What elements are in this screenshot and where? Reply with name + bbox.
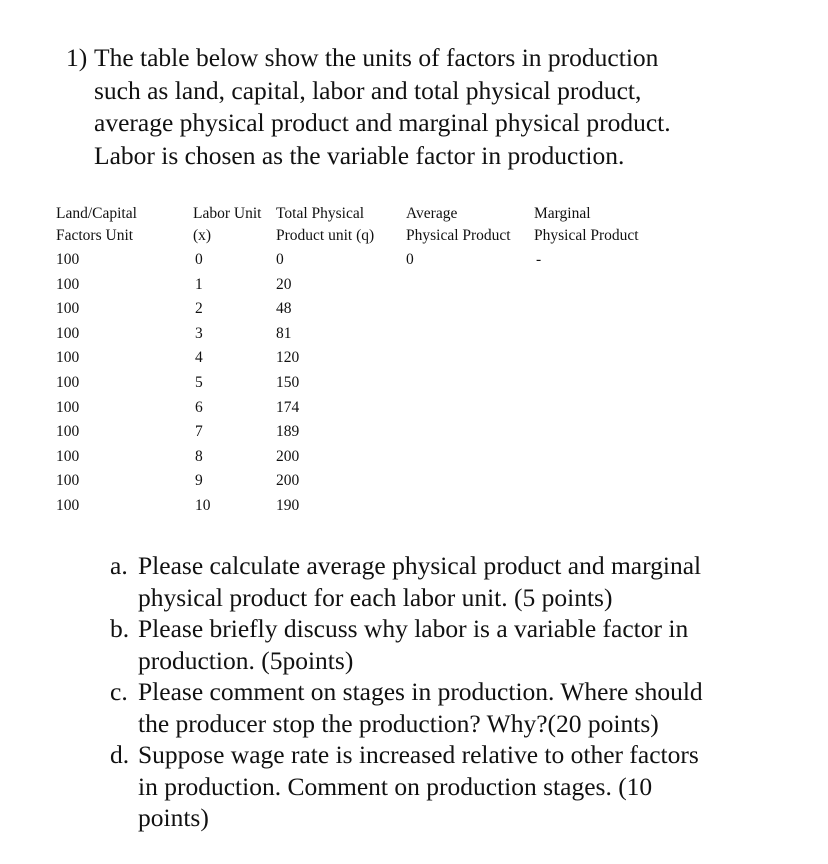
sub-question-line: points) (138, 803, 209, 832)
sub-question-label: c. (110, 677, 128, 706)
table-cell: 3 (195, 324, 203, 342)
column-header-subtitle: Product unit (q) (276, 227, 375, 244)
table-cell: 100 (56, 349, 80, 367)
sub-question-line: in production. Comment on production stages. (10 (138, 771, 653, 801)
table-cell: 100 (56, 300, 80, 318)
sub-question-line: Please briefly discuss why labor is a variable factor in (138, 614, 689, 643)
table-cell: 200 (276, 447, 300, 465)
table-cell: 0 (195, 251, 203, 268)
table-cell: 48 (276, 300, 292, 318)
sub-question-label: b. (110, 614, 130, 643)
sub-question (110, 676, 810, 739)
intro-line: average physical product and marginal physical product. (94, 108, 671, 137)
question-1-intro (66, 42, 806, 172)
table-cell: 100 (56, 251, 80, 268)
table-cell: 2 (195, 300, 203, 318)
column-header: Labor Unit (193, 205, 262, 222)
sub-questions (110, 550, 810, 834)
sub-question (110, 550, 810, 613)
column-header: Average (406, 205, 458, 222)
sub-question-label: d. (110, 740, 130, 769)
table-cell: 120 (276, 349, 300, 367)
table-cell: 100 (56, 275, 80, 293)
sub-question-line: the producer stop the production? Why?(20 points) (138, 708, 659, 738)
column-header-subtitle: Physical Product (534, 227, 639, 244)
sub-question-line: Please comment on stages in production. Where should (138, 677, 703, 706)
intro-line: Labor is chosen as the variable factor in production. (94, 140, 625, 170)
table-cell: 5 (195, 374, 203, 391)
table-cell: 7 (195, 423, 203, 441)
table-cell: 0 (276, 251, 284, 268)
table-cell: 150 (276, 374, 300, 391)
intro-text (94, 42, 806, 172)
sub-question-line: physical product for each labor unit. (5 points) (138, 582, 613, 612)
sub-question-label: a. (110, 551, 128, 580)
table-cell: 8 (195, 447, 203, 465)
column-header-subtitle: (x) (193, 227, 212, 244)
sub-question-line: production. (5points) (138, 645, 354, 675)
table-cell: 100 (56, 472, 80, 490)
table-cell: 100 (56, 447, 80, 465)
table-cell: 100 (56, 423, 80, 441)
question-number: 1) (66, 43, 88, 72)
table-cell: 10 (195, 497, 211, 514)
sub-question-line: Suppose wage rate is increased relative to other factors (138, 740, 699, 769)
table-cell: 174 (276, 398, 300, 416)
column-header-subtitle: Physical Product (406, 227, 511, 244)
sub-question (110, 613, 810, 676)
table-cell: 100 (56, 374, 80, 391)
column-header: Land/Capital (56, 205, 137, 222)
table-cell: 9 (195, 472, 203, 490)
table-cell: 190 (276, 497, 300, 514)
table-cell: 100 (56, 398, 80, 416)
table-cell: 6 (195, 398, 203, 416)
table-cell: 0 (406, 251, 414, 268)
table-cell: 200 (276, 472, 300, 490)
table-cell: 189 (276, 423, 300, 441)
table-cell: 100 (56, 324, 80, 342)
sub-question (110, 739, 810, 834)
table-cell: 81 (276, 324, 292, 342)
column-header: Marginal (534, 205, 591, 222)
table-cell: 1 (195, 275, 203, 293)
table-cell: 4 (195, 349, 203, 367)
intro-line: such as land, capital, labor and total physical product, (94, 75, 642, 105)
sub-question-line: Please calculate average physical product and marginal (138, 551, 702, 580)
table-cell: 20 (276, 275, 292, 293)
column-header: Total Physical (276, 205, 365, 222)
intro-line: The table below show the units of factors in production (94, 43, 659, 72)
column-header-subtitle: Factors Unit (56, 227, 134, 244)
table-cell: 100 (56, 497, 80, 514)
table-cell: - (536, 251, 542, 268)
